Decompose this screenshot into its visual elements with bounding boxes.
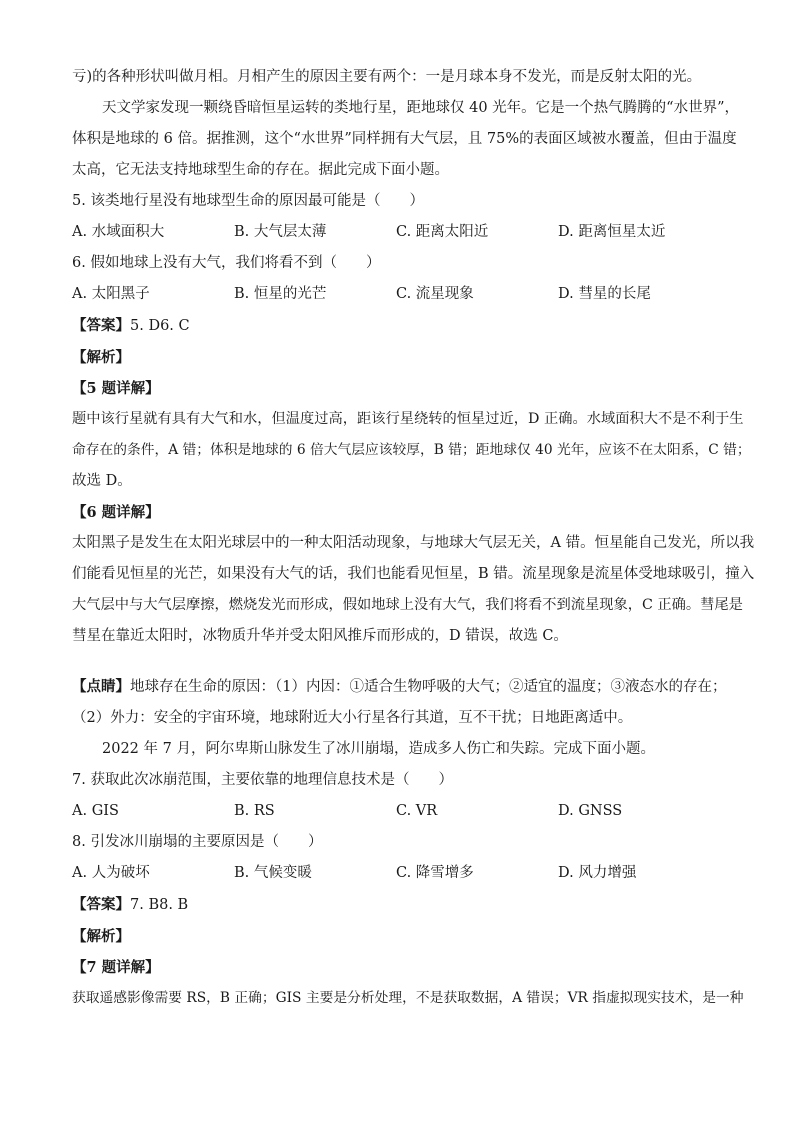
question-7-options xyxy=(72,796,738,827)
option-d: D. 距离恒星太近 xyxy=(558,224,666,240)
option-d: D. GNSS xyxy=(558,803,623,819)
option-c: C. 流星现象 xyxy=(396,286,474,302)
paragraph-line: 亏)的各种形状叫做月相。月相产生的原因主要有两个：一是月球本身不发光，而是反射太阳的光。 xyxy=(72,69,702,85)
question-5-stem: 5. 该类地行星没有地球型生命的原因最可能是（ ） xyxy=(72,193,424,209)
option-a: A. 太阳黑子 xyxy=(72,286,150,302)
answer-line xyxy=(72,310,738,342)
question-8-options xyxy=(72,858,738,889)
detail-6-tag: 【6 题详解】 xyxy=(72,504,160,521)
question-5-options xyxy=(72,217,738,248)
spacer xyxy=(72,652,738,671)
detail-6-line: 们能看见恒星的光芒，如果没有大气的话，我们也能看见恒星，B 错。流星现象是流星体受地球吸引，撞入 xyxy=(72,566,755,582)
detail-5-line: 命存在的条件，A 错；体积是地球的 6 倍大气层应该较厚，B 错；距地球仅 40 光年，应该不在太阳系，C 错； xyxy=(72,442,751,458)
option-b: B. 恒星的光芒 xyxy=(234,286,327,302)
question-7-stem: 7. 获取此次冰崩范围，主要依靠的地理信息技术是（ ） xyxy=(72,772,453,788)
option-b: B. RS xyxy=(234,803,275,819)
option-a: A. GIS xyxy=(72,803,119,819)
option-c: C. VR xyxy=(396,803,438,819)
question-8-stem: 8. 引发冰川崩塌的主要原因是（ ） xyxy=(72,834,323,850)
passage-intro-line: 太高，它无法支持地球型生命的存在。据此完成下面小题。 xyxy=(72,162,449,178)
option-c: C. 降雪增多 xyxy=(396,865,474,881)
answer-text: 5. D6. C xyxy=(130,318,190,334)
detail-7-tag: 【7 题详解】 xyxy=(72,959,160,976)
detail-5-line: 题中该行星就有具有大气和水，但温度过高，距该行星绕转的恒星过近，D 正确。水域面积大不是不利于生 xyxy=(72,411,744,427)
detail-5-line: 故选 D。 xyxy=(72,473,132,489)
passage-intro-line: 体积是地球的 6 倍。据推测，这个“水世界”同样拥有大气层，且 75%的表面区域被水覆盖，但由于温度 xyxy=(72,131,737,147)
option-a: A. 人为破坏 xyxy=(72,865,150,881)
detail-6-line: 彗星在靠近太阳时，冰物质升华并受太阳风推斥而形成的，D 错误，故选 C。 xyxy=(72,628,568,644)
question-6-options xyxy=(72,279,738,310)
answer-line xyxy=(72,889,738,921)
note-tag: 【点睛】 xyxy=(72,678,130,695)
detail-6-line: 大气层中与大气层摩擦，燃烧发光而形成，假如地球上没有大气，我们将看不到流星现象，C 正确。彗尾是 xyxy=(72,597,743,613)
analysis-tag: 【解析】 xyxy=(72,349,130,366)
note-text: 地球存在生命的原因：（1）内因：①适合生物呼吸的大气；②适宜的温度；③液态水的存在； xyxy=(130,679,727,695)
option-d: D. 风力增强 xyxy=(558,865,637,881)
answer-text: 7. B8. B xyxy=(130,897,189,913)
analysis-tag: 【解析】 xyxy=(72,928,130,945)
note-line: （2）外力：安全的宇宙环境，地球附近大小行星各行其道，互不干扰；日地距离适中。 xyxy=(72,710,633,726)
question-6-stem: 6. 假如地球上没有大气，我们将看不到（ ） xyxy=(72,255,381,271)
option-d: D. 彗星的长尾 xyxy=(558,286,651,302)
detail-5-tag: 【5 题详解】 xyxy=(72,380,160,397)
answer-tag: 【答案】 xyxy=(72,896,130,913)
passage-intro-line: 2022 年 7 月，阿尔卑斯山脉发生了冰川崩塌，造成多人伤亡和失踪。完成下面小题。 xyxy=(102,741,655,757)
option-b: B. 大气层太薄 xyxy=(234,224,327,240)
option-b: B. 气候变暖 xyxy=(234,865,312,881)
answer-tag: 【答案】 xyxy=(72,317,130,334)
passage-intro-line: 天文学家发现一颗绕昏暗恒星运转的类地行星，距地球仅 40 光年。它是一个热气腾腾的“水世界”， xyxy=(102,100,739,116)
option-c: C. 距离太阳近 xyxy=(396,224,489,240)
note-line xyxy=(72,671,738,703)
detail-7-line: 获取遥感影像需要 RS，B 正确；GIS 主要是分析处理，不是获取数据，A 错误；VR 指虚拟现实技术，是一种 xyxy=(72,990,744,1006)
option-a: A. 水域面积大 xyxy=(72,224,165,240)
detail-6-line: 太阳黑子是发生在太阳光球层中的一种太阳活动现象，与地球大气层无关，A 错。恒星能自己发光，所以我 xyxy=(72,535,755,551)
